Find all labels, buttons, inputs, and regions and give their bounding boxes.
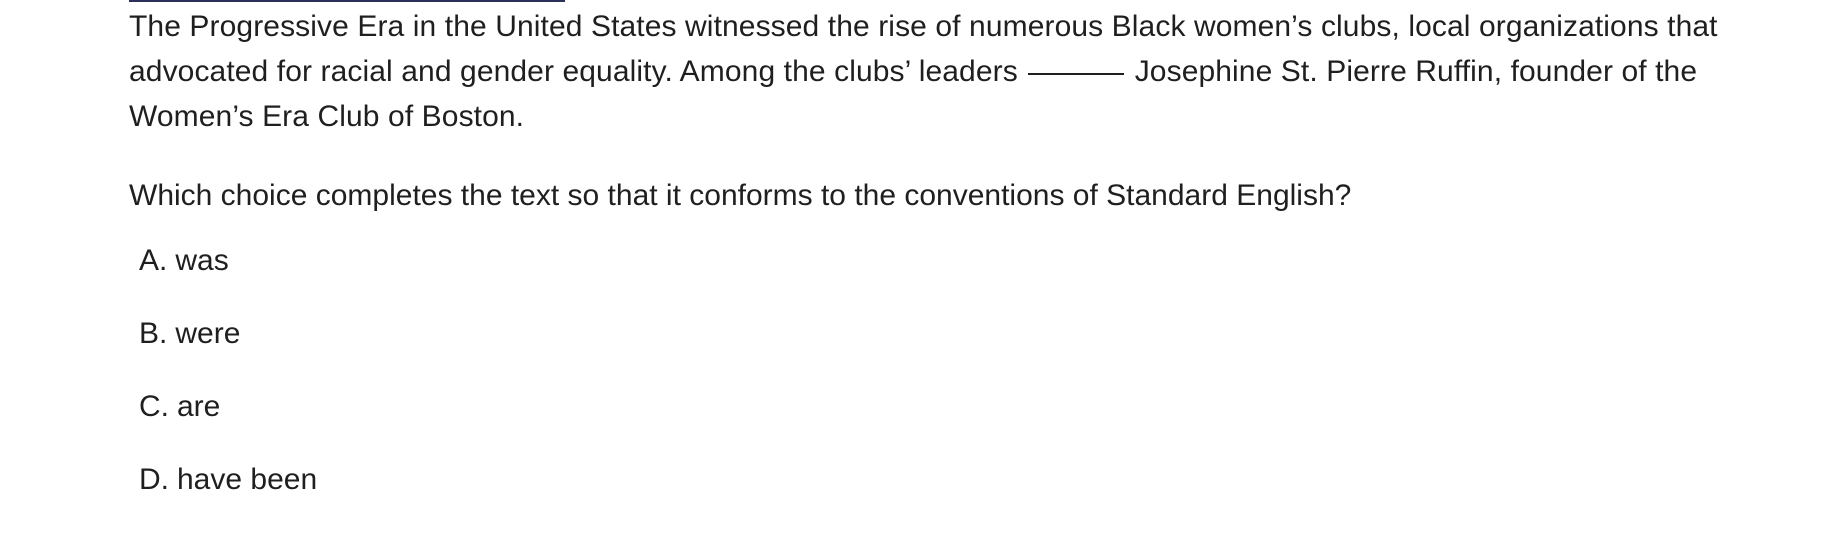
answer-blank — [1028, 73, 1124, 75]
choice-c[interactable] — [139, 384, 1749, 429]
answer-choices — [139, 238, 1749, 502]
choice-text: was — [175, 244, 229, 277]
question-container — [129, 4, 1749, 530]
choice-text: were — [175, 317, 241, 350]
choice-text: are — [177, 390, 221, 423]
passage-before-blank: The Progressive Era in the United States witnessed the rise of numerous Black women’s clubs, local organizations that advocated for racial and gender equality. Among the clubs’ leaders — [129, 10, 1718, 88]
question-prompt: Which choice completes the text so that it conforms to the conventions of Standard English? — [129, 179, 1352, 212]
choice-letter: A. — [139, 244, 168, 277]
choice-d[interactable] — [139, 457, 1749, 502]
top-divider-line — [129, 0, 565, 2]
choice-b[interactable] — [139, 311, 1749, 356]
choice-letter: C. — [139, 390, 169, 423]
choice-a[interactable] — [139, 238, 1749, 283]
choice-letter: D. — [139, 463, 169, 496]
choice-text: have been — [177, 463, 318, 496]
passage-text — [129, 4, 1749, 139]
passage-after-blank: Josephine St. Pierre Ruffin, founder of the Women’s Era Club of Boston. — [129, 55, 1698, 133]
choice-letter: B. — [139, 317, 168, 350]
